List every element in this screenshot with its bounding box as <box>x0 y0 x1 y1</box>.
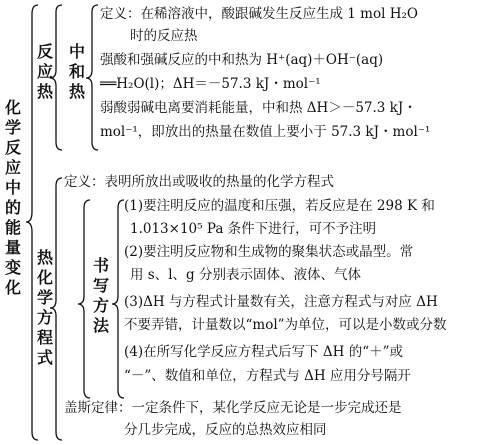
writing-method-label: 书 写 方 法 <box>92 256 109 335</box>
strong-acid-base-1: 强酸和强碱反应的中和热为 H⁺(aq)＋OH⁻(aq) <box>100 52 384 68</box>
rule-3-line-1: (3)ΔH 与方程式计量数有关，注意方程式与对应 ΔH <box>124 294 438 310</box>
writing-method-brace <box>78 200 90 398</box>
neutralization-label: 中 和 热 <box>68 42 85 101</box>
rule-2-line-2: 用 s、l、g 分别表示固体、液体、气体 <box>130 267 361 283</box>
strong-acid-base-2: ══H₂O(l)；ΔH＝－57.3 kJ・mol⁻¹ <box>100 76 321 92</box>
rules-brace <box>112 200 124 398</box>
main-title: 化 学 反 应 中 的 能 量 变 化 <box>4 98 21 297</box>
rule-4-line-1: (4)在所写化学反应方程式后写下 ΔH 的“＋”或 <box>124 344 404 360</box>
neutralization-definition-1: 定义：在稀溶液中，酸跟碱发生反应生成 1 mol H₂O <box>100 6 418 22</box>
reaction-heat-label: 反 应 热 <box>36 42 53 101</box>
thermo-definition: 定义：表明所放出或吸收的热量的化学方程式 <box>64 174 334 190</box>
rule-3-line-2: 不要弄错，计量数以“mol”为单位，可以是小数或分数 <box>124 317 447 333</box>
rule-1-line-1: (1)要注明反应的温度和压强，若反应是在 298 K 和 <box>124 198 435 214</box>
rule-1-line-2: 1.013×10⁵ Pa 条件下进行，可不予注明 <box>130 221 377 237</box>
rule-4-line-2: “－”、数值和单位，方程式与 ΔH 应用分号隔开 <box>124 368 411 384</box>
rule-2-line-1: (2)要注明反应物和生成物的聚集状态或晶型。常 <box>124 244 414 260</box>
neutralization-brace <box>86 5 98 150</box>
hess-law-line-2: 分几步完成，反应的总热效应相同 <box>124 422 327 438</box>
thermo-equation-label: 热 化 学 方 程 式 <box>36 248 53 367</box>
weak-acid-base-2: mol⁻¹，即放出的热量在数值上要小于 57.3 kJ・mol⁻¹ <box>100 124 431 140</box>
neutralization-definition-2: 时的反应热 <box>130 28 198 44</box>
hess-law-line-1: 盖斯定律：一定条件下，某化学反应无论是一步完成还是 <box>64 400 402 416</box>
weak-acid-base-1: 弱酸弱碱电离要消耗能量，中和热 ΔH＞－57.3 kJ・ <box>100 100 417 116</box>
